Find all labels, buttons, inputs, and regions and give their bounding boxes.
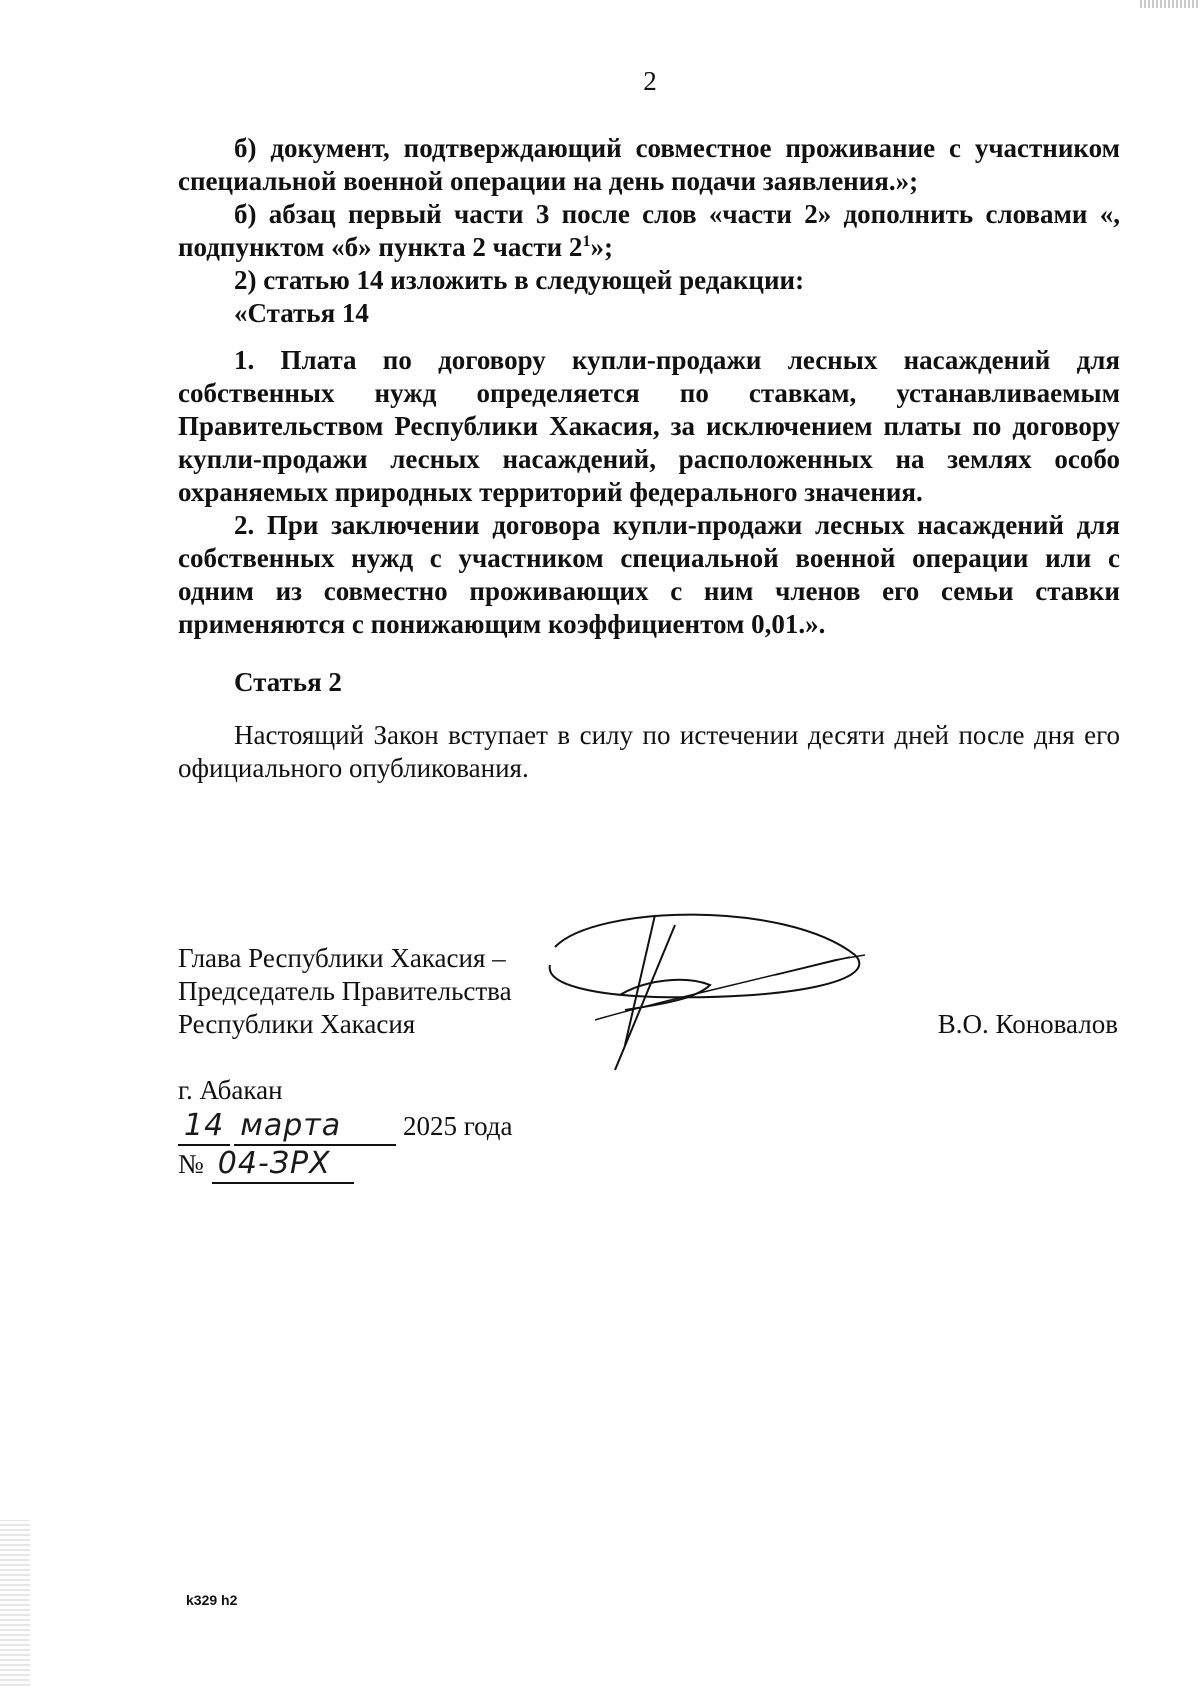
number-sign: № xyxy=(178,1149,204,1179)
signatory-title-line-2: Председатель Правительства xyxy=(178,976,512,1006)
place-and-date xyxy=(178,1072,513,1184)
article-2-text: Настоящий Закон вступает в силу по истечении десяти дней после дня его официального опубликования. xyxy=(178,720,1120,783)
date-month-handwritten: марта xyxy=(234,1108,396,1146)
paragraph-2: б) абзац первый части 3 после слов «части 2» дополнить словами «, подпунктом «б» пункта 2 части $2^1$»; xyxy=(178,199,1120,262)
paragraph-3: 2) статью 14 изложить в следующей редакции: xyxy=(234,265,805,295)
page-number: 2 xyxy=(643,66,657,96)
signatory-name: В.О. Коновалов xyxy=(937,1009,1118,1039)
article-2-section xyxy=(178,666,1120,699)
law-number-handwritten: 04-ЗРХ xyxy=(212,1146,354,1184)
law-number-line xyxy=(178,1146,513,1184)
paragraph-6: 2. При заключении договора купли-продажи лесных насаждений для собственных нужд с участником специальной военной операции или с одним из совместно проживающих с ним членов его семьи ставки применяются с понижающим коэффициентом 0,01.». xyxy=(178,510,1120,639)
date-line xyxy=(178,1108,513,1146)
scan-artifact xyxy=(1140,0,1200,8)
signatory-title-line-3: Республики Хакасия xyxy=(178,1009,416,1039)
footer-code: k329 h2 xyxy=(186,1592,238,1608)
signatory-title xyxy=(178,942,512,1041)
signatory-title-line-1: Глава Республики Хакасия – xyxy=(178,943,506,973)
paragraph-1: б) документ, подтверждающий совместное проживание с участником специальной военной операции на день подачи заявления.»; xyxy=(178,133,1120,196)
amendment-text xyxy=(178,132,1120,641)
scan-artifact-margin xyxy=(0,1520,30,1686)
handwritten-signature xyxy=(535,905,895,1075)
city: г. Абакан xyxy=(178,1075,283,1105)
article-2-heading: Статья 2 xyxy=(234,667,342,697)
paragraph-5: 1. Плата по договору купли-продажи лесных насаждений для собственных нужд определяется по ставкам, устанавливаемым Правительством Республики Хакасия, за исключением платы по договору купли-продажи лесных насаждений, расположенных на землях особо охраняемых природных территорий федерального значения. xyxy=(178,345,1120,507)
date-day-handwritten: 14 xyxy=(178,1108,230,1146)
superscript: 1 xyxy=(582,233,591,250)
article-2-body xyxy=(178,719,1120,785)
date-year: 2025 года xyxy=(402,1111,513,1141)
article-14-heading: «Статья 14 xyxy=(234,298,369,328)
